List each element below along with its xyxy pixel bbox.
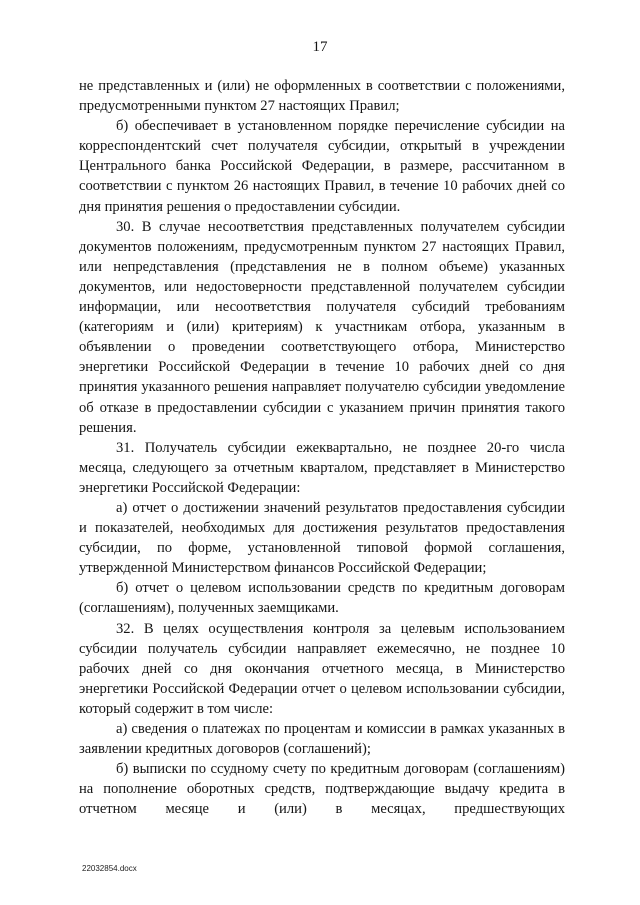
- footer-file-code: 22032854.docx: [82, 864, 137, 873]
- paragraph-clause-30: 30. В случае несоответствия представленных получателем субсидии документов положениям, предусмотренным пунктом 27 настоящих Правил, или непредставления (представления не в полном объеме) указанных документов, или недостоверности представленной получателем субсидии информации, или несоответствия получателя субсидий требованиям (категориям и (или) критериям) к участникам отбора, указанным в объявлении о проведении соответствующего отбора, Министерство энергетики Российской Федерации в течение 10 рабочих дней со дня принятия указанного решения направляет получателю субсидии уведомление об отказе в предоставлении субсидии с указанием причин принятия такого решения.: [79, 218, 565, 436]
- paragraph-clause-31-a: а) отчет о достижении значений результатов предоставления субсидии и показателей, необходимых для достижения результатов предоставления субсидии, по форме, установленной типовой формой соглашения, утвержденной Министерством финансов Российской Федерации;: [79, 499, 565, 577]
- body-text: [79, 76, 565, 819]
- page-number: 17: [312, 39, 328, 55]
- paragraph-continuation: не представленных и (или) не оформленных в соответствии с положениями, предусмотренными пунктом 27 настоящих Правил;: [79, 78, 565, 115]
- paragraph-clause-31: 31. Получатель субсидии ежеквартально, не позднее 20-го числа месяца, следующего за отчетным кварталом, представляет в Министерство энергетики Российской Федерации:: [79, 439, 565, 496]
- paragraph-clause-32-a: а) сведения о платежах по процентам и комиссии в рамках указанных в заявлении кредитных договоров (соглашений);: [79, 721, 565, 758]
- paragraph-clause-32-b: б) выписки по ссудному счету по кредитным договорам (соглашениям) на пополнение оборотных средств, подтверждающие выдачу кредита в отчетном месяце и (или) в месяцах, предшествующих: [79, 761, 565, 818]
- paragraph-clause-31-b: б) отчет о целевом использовании средств по кредитным договорам (соглашениям), полученных заемщиками.: [79, 580, 565, 617]
- paragraph-subitem-b-transfer: б) обеспечивает в установленном порядке перечисление субсидии на корреспондентский счет получателя субсидии, открытый в учреждении Центрального банка Российской Федерации, в размере, рассчитанном в соответствии с пунктом 26 настоящих Правил, в течение 10 рабочих дней со дня принятия решения о предоставлении субсидии.: [79, 118, 565, 215]
- paragraph-clause-32: 32. В целях осуществления контроля за целевым использованием субсидии получатель субсидии направляет ежемесячно, не позднее 10 рабочих дней со дня окончания отчетного месяца, в Министерство энергетики Российской Федерации отчет о целевом использовании субсидии, который содержит в том числе:: [79, 620, 565, 717]
